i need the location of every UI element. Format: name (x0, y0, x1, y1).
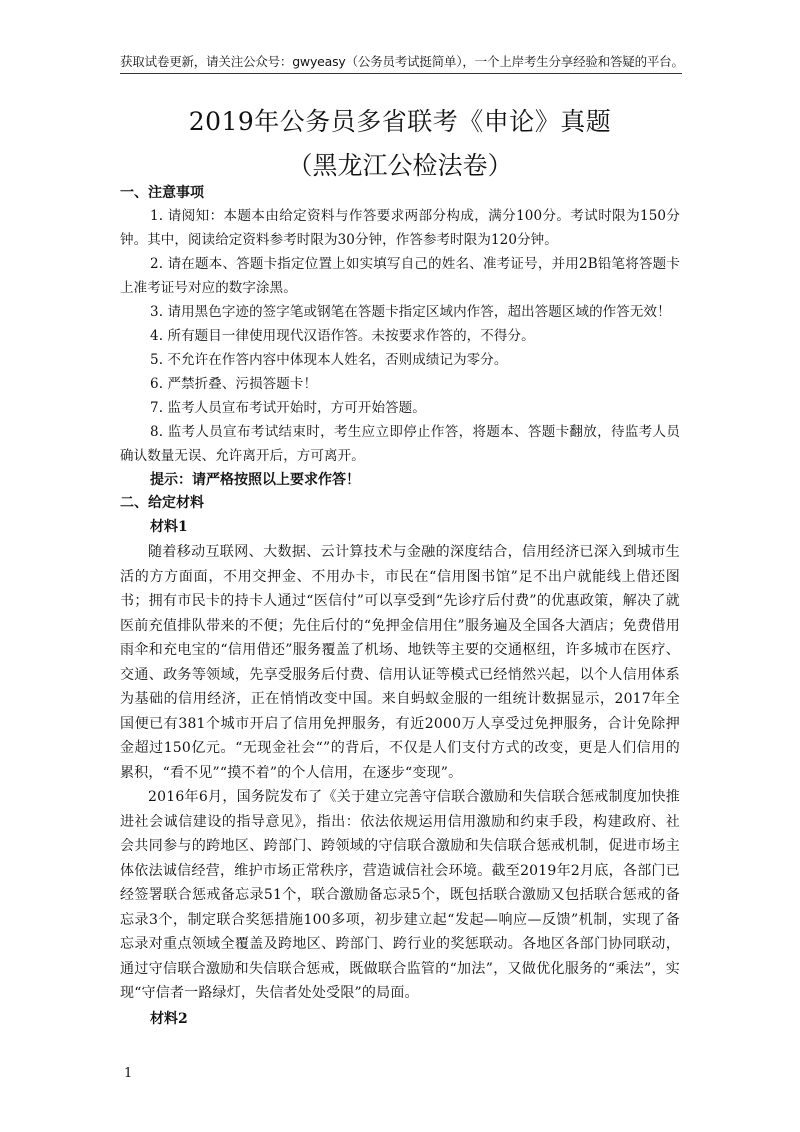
notice-hint: 提示：请严格按照以上要求作答！ (150, 472, 360, 488)
page-number: 1 (124, 1066, 133, 1081)
header-divider (120, 73, 682, 74)
material-paragraph: 2016年6月，国务院发布了《关于建立完善守信联合激励和失信联合惩戒制度加快推进社会诚信建设的指导意见》，指出：依法依规运用信用激励和约束手段，构建政府、社会共同参与的跨地区、跨部门、跨领域的守信联合激励和失信联合惩戒机制，促进市场主体依法诚信经营，维护市场正常秩序，营造诚信社会环境。截至2019年2月底，各部门已经签署联合惩戒备忘录51个，联合激励备忘录5个，既包括联合激励又包括联合惩戒的备忘录3个，制定联合奖惩措施100多项，初步建立起“发起—响应—反馈”机制，实现了备忘录对重点领域全覆盖及跨地区、跨部门、跨行业的奖惩联动。各地区各部门协同联动，通过守信联合激励和失信联合惩戒，既做联合监管的“加法”，又做优化服务的“乘法”，实现“守信者一路绿灯，失信者处处受限”的局面。 (120, 789, 680, 1001)
material-paragraph: 随着移动互联网、大数据、云计算技术与金融的深度结合，信用经济已深入到城市生活的方方面面，不用交押金、不用办卡，市民在“信用图书馆”足不出户就能线上借还图书；拥有市民卡的持卡人通过“医信付”可以享受到“先诊疗后付费”的优惠政策，解决了就医前充值排队带来的不便；先住后付的“免押金信用住”服务遍及全国各大酒店；免费借用雨伞和充电宝的“信用借还”服务覆盖了机场、地铁等主要的交通枢纽，许多城市在医疗、交通、政务等领域，先享受服务后付费、信用认证等模式已经悄然兴起，以个人信用体系为基础的信用经济，正在悄悄改变中国。来自蚂蚁金服的一组统计数据显示，2017年全国便已有381个城市开启了信用免押服务，有近2000万人享受过免押服务，合计免除押金超过150亿元。“无现金社会“”的背后，不仅是人们支付方式的改变，更是人们信用的累积，“看不见”“摸不着”的个人信用，在逐步“变现”。 (120, 544, 680, 781)
notice-item: 5. 不允许在作答内容中体现本人姓名，否则成绩记为零分。 (150, 352, 508, 368)
notice-item: 7. 监考人员宣布考试开始时，方可开始答题。 (150, 400, 426, 416)
header-banner: 获取试卷更新，请关注公众号：gwyeasy（公务员考试挺简单），一个上岸考生分享经验和答疑的平台。 (120, 54, 684, 69)
page-title: 2019年公务员多省联考《申论》真题 (188, 107, 612, 136)
notice-item: 3. 请用黑色字迹的签字笔或钢笔在答题卡指定区域内作答，超出答题区域的作答无效！ (150, 304, 671, 320)
material-heading: 材料2 (150, 1010, 188, 1027)
notice-item: 6. 严禁折叠、污损答题卡！ (150, 376, 318, 392)
notice-item: 4. 所有题目一律使用现代汉语作答。未按要求作答的，不得分。 (150, 328, 535, 344)
notice-item: 2. 请在题本、答题卡指定位置上如实填写自己的姓名、准考证号，并用2B铅笔将答题卡上准考证号对应的数字涂黑。 (120, 256, 680, 296)
section-heading-materials: 二、给定材料 (120, 495, 204, 511)
section-heading-notice: 一、注意事项 (120, 185, 204, 201)
notice-item: 8. 监考人员宣布考试结束时，考生应立即停止作答，将题本、答题卡翻放，待监考人员确认数量无误、允许离开后，方可离开。 (120, 424, 680, 464)
page-subtitle: （黑龙江公检法卷） (287, 151, 513, 180)
material-heading: 材料1 (150, 519, 188, 535)
document-body (120, 182, 680, 1032)
notice-item: 1. 请阅知：本题本由给定资料与作答要求两部分构成，满分100分。考试时限为150分钟。其中，阅读给定资料参考时限为30分钟，作答参考时限为120分钟。 (120, 208, 680, 248)
